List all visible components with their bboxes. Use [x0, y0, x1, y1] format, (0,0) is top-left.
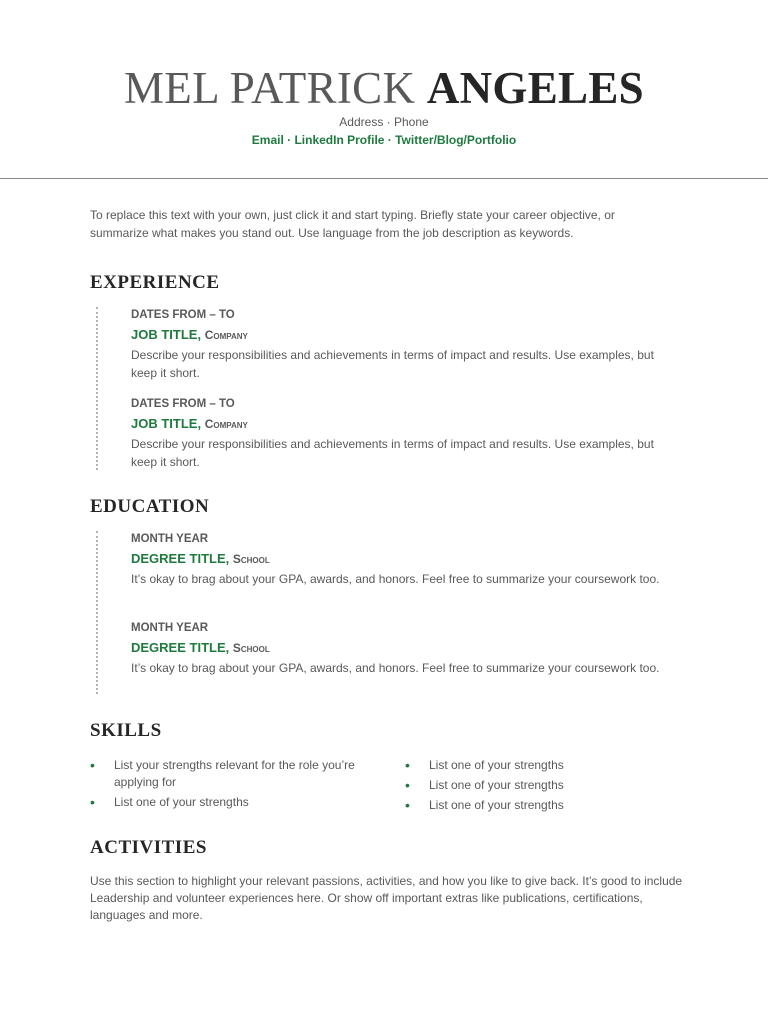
- bullet-icon: •: [405, 757, 410, 773]
- experience-entry[interactable]: [131, 396, 671, 471]
- experience-heading: EXPERIENCE: [90, 272, 220, 293]
- job-title: JOB TITLE,: [131, 416, 202, 431]
- education-heading: EDUCATION: [90, 496, 210, 517]
- skill-item[interactable]: [405, 777, 690, 794]
- skill-text: List your strengths relevant for the role you’re applying for: [114, 758, 355, 789]
- company: Company: [204, 417, 248, 431]
- bullet-icon: •: [90, 794, 95, 810]
- bullet-icon: •: [405, 797, 410, 813]
- skill-item[interactable]: [405, 757, 690, 774]
- job-title: JOB TITLE,: [131, 327, 202, 342]
- skill-item[interactable]: [90, 794, 375, 811]
- education-entry[interactable]: [131, 531, 671, 588]
- school: School: [232, 641, 270, 655]
- skills-list-left: [90, 757, 375, 814]
- experience-timeline: [96, 307, 98, 470]
- address-phone[interactable]: Address · Phone: [339, 115, 429, 129]
- first-names: MEL PATRICK: [123, 63, 416, 113]
- skill-item[interactable]: [90, 757, 375, 791]
- career-objective[interactable]: To replace this text with your own, just click it and start typing. Briefly state your career objective, or summarize what makes you stand out. Use language from the job description as keywords.: [90, 208, 615, 240]
- last-name: ANGELES: [426, 63, 644, 113]
- entry-dates: MONTH YEAR: [131, 622, 209, 634]
- activities-text[interactable]: Use this section to highlight your relevant passions, activities, and how you like to give back. It’s good to include Leadership and volunteer experiences here. Or show off important extras like publications, certifications, languages and more.: [90, 874, 683, 922]
- skills-heading: SKILLS: [90, 720, 162, 741]
- resume-header: [0, 0, 768, 179]
- bullet-icon: •: [405, 777, 410, 793]
- skill-text: List one of your strengths: [114, 795, 249, 809]
- candidate-name[interactable]: [0, 62, 768, 114]
- degree-title: DEGREE TITLE,: [131, 551, 230, 566]
- education-timeline: [96, 531, 98, 694]
- skill-text: List one of your strengths: [429, 778, 564, 792]
- entry-description: Describe your responsibilities and achievements in terms of impact and results. Use examples, but keep it short.: [131, 348, 654, 380]
- entry-dates: MONTH YEAR: [131, 533, 209, 545]
- degree-title: DEGREE TITLE,: [131, 640, 230, 655]
- contact-links[interactable]: Email · LinkedIn Profile · Twitter/Blog/Portfolio: [251, 133, 517, 147]
- activities-heading: ACTIVITIES: [90, 837, 207, 858]
- school: School: [232, 552, 270, 566]
- entry-description: It’s okay to brag about your GPA, awards, and honors. Feel free to summarize your coursework too.: [131, 661, 660, 675]
- skills-list-right: [405, 757, 690, 817]
- entry-description: It’s okay to brag about your GPA, awards, and honors. Feel free to summarize your coursework too.: [131, 572, 660, 586]
- company: Company: [204, 328, 248, 342]
- entry-title-line: [131, 325, 671, 345]
- entry-title-line: [131, 638, 671, 658]
- education-entry[interactable]: [131, 620, 671, 677]
- entry-description: Describe your responsibilities and achievements in terms of impact and results. Use examples, but keep it short.: [131, 437, 654, 469]
- entry-title-line: [131, 549, 671, 569]
- entry-title-line: [131, 414, 671, 434]
- skill-text: List one of your strengths: [429, 758, 564, 772]
- skill-text: List one of your strengths: [429, 798, 564, 812]
- entry-dates: DATES FROM – TO: [131, 398, 235, 410]
- bullet-icon: •: [90, 757, 95, 773]
- entry-dates: DATES FROM – TO: [131, 309, 235, 321]
- experience-entry[interactable]: [131, 307, 671, 382]
- skill-item[interactable]: [405, 797, 690, 814]
